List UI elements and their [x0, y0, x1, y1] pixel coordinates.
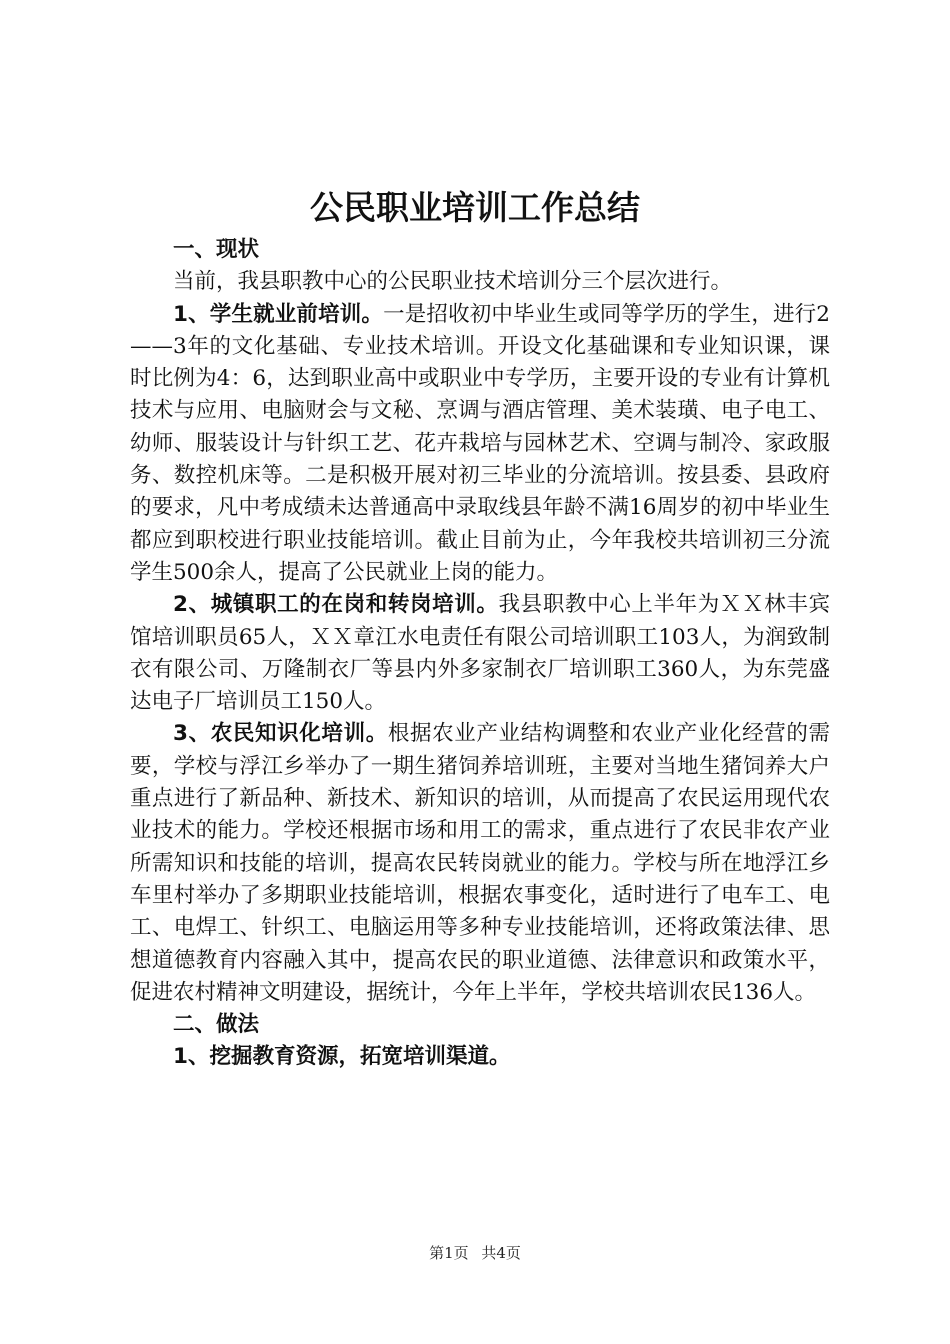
paragraph-lead: 3、农民知识化培训。: [173, 721, 388, 747]
section-heading-methods: 二、做法: [173, 1012, 260, 1038]
paragraph-worker-training: [130, 589, 830, 718]
document-body: [130, 234, 830, 1074]
intro-paragraph: 当前，我县职教中心的公民职业技术培训分三个层次进行。: [173, 269, 733, 295]
page-number: 第1页: [429, 1244, 469, 1262]
paragraph-text: 根据农业产业结构调整和农业产业化经营的需要，学校与浮江乡举办了一期生猪饲养培训班，主要对当地生猪饲养大户重点进行了新品种、新技术、新知识的培训，从而提高了农民运用现代农业技术的能力。学校还根据市场和用工的需求，重点进行了农民非农产业所需知识和技能的培训，提高农民转岗就业的能力。学校与所在地浮江乡车里村举办了多期职业技能培训，根据农事变化，适时进行了电车工、电工、电焊工、针织工、电脑运用等多种专业技能培训，还将政策法律、思想道德教育内容融入其中，提高农民的职业道德、法律意识和政策水平，促进农村精神文明建设，据统计，今年上半年，学校共培训农民136人。: [130, 721, 830, 1005]
methods-item-1: 1、挖掘教育资源，拓宽培训渠道。: [173, 1044, 511, 1070]
section-heading-status: 一、现状: [173, 237, 260, 262]
paragraph-pre-employment-training: [130, 299, 830, 590]
paragraph-text: 我县职教中心上半年为ＸＸ林丰宾馆培训职员65人，ＸＸ章江水电责任有限公司培训职工103人，为润致制衣有限公司、万隆制衣厂等县内外多家制衣厂培训职工360人，为东莞盛达电子厂培训员工150人。: [130, 592, 830, 715]
paragraph-lead: 2、城镇职工的在岗和转岗培训。: [173, 592, 499, 618]
paragraph-lead: 1、学生就业前培训。: [173, 301, 384, 327]
document-title: 公民职业培训工作总结: [310, 188, 640, 227]
page-footer: [0, 1242, 950, 1263]
paragraph-farmer-training: [130, 718, 830, 1009]
paragraph-text: 一是招收初中毕业生或同等学历的学生，进行2——3年的文化基础、专业技术培训。开设文化基础课和专业知识课，课时比例为4：6，达到职业高中或职业中专学历，主要开设的专业有计算机技术与应用、电脑财会与文秘、烹调与酒店管理、美术装璜、电子电工、幼师、服装设计与针织工艺、花卉栽培与园林艺术、空调与制冷、家政服务、数控机床等。二是积极开展对初三毕业的分流培训。按县委、县政府的要求，凡中考成绩未达普通高中录取线县年龄不满16周岁的初中毕业生都应到职校进行职业技能培训。截止目前为止，今年我校共培训初三分流学生500余人，提高了公民就业上岗的能力。: [130, 301, 830, 585]
page-total: 共4页: [481, 1244, 521, 1262]
